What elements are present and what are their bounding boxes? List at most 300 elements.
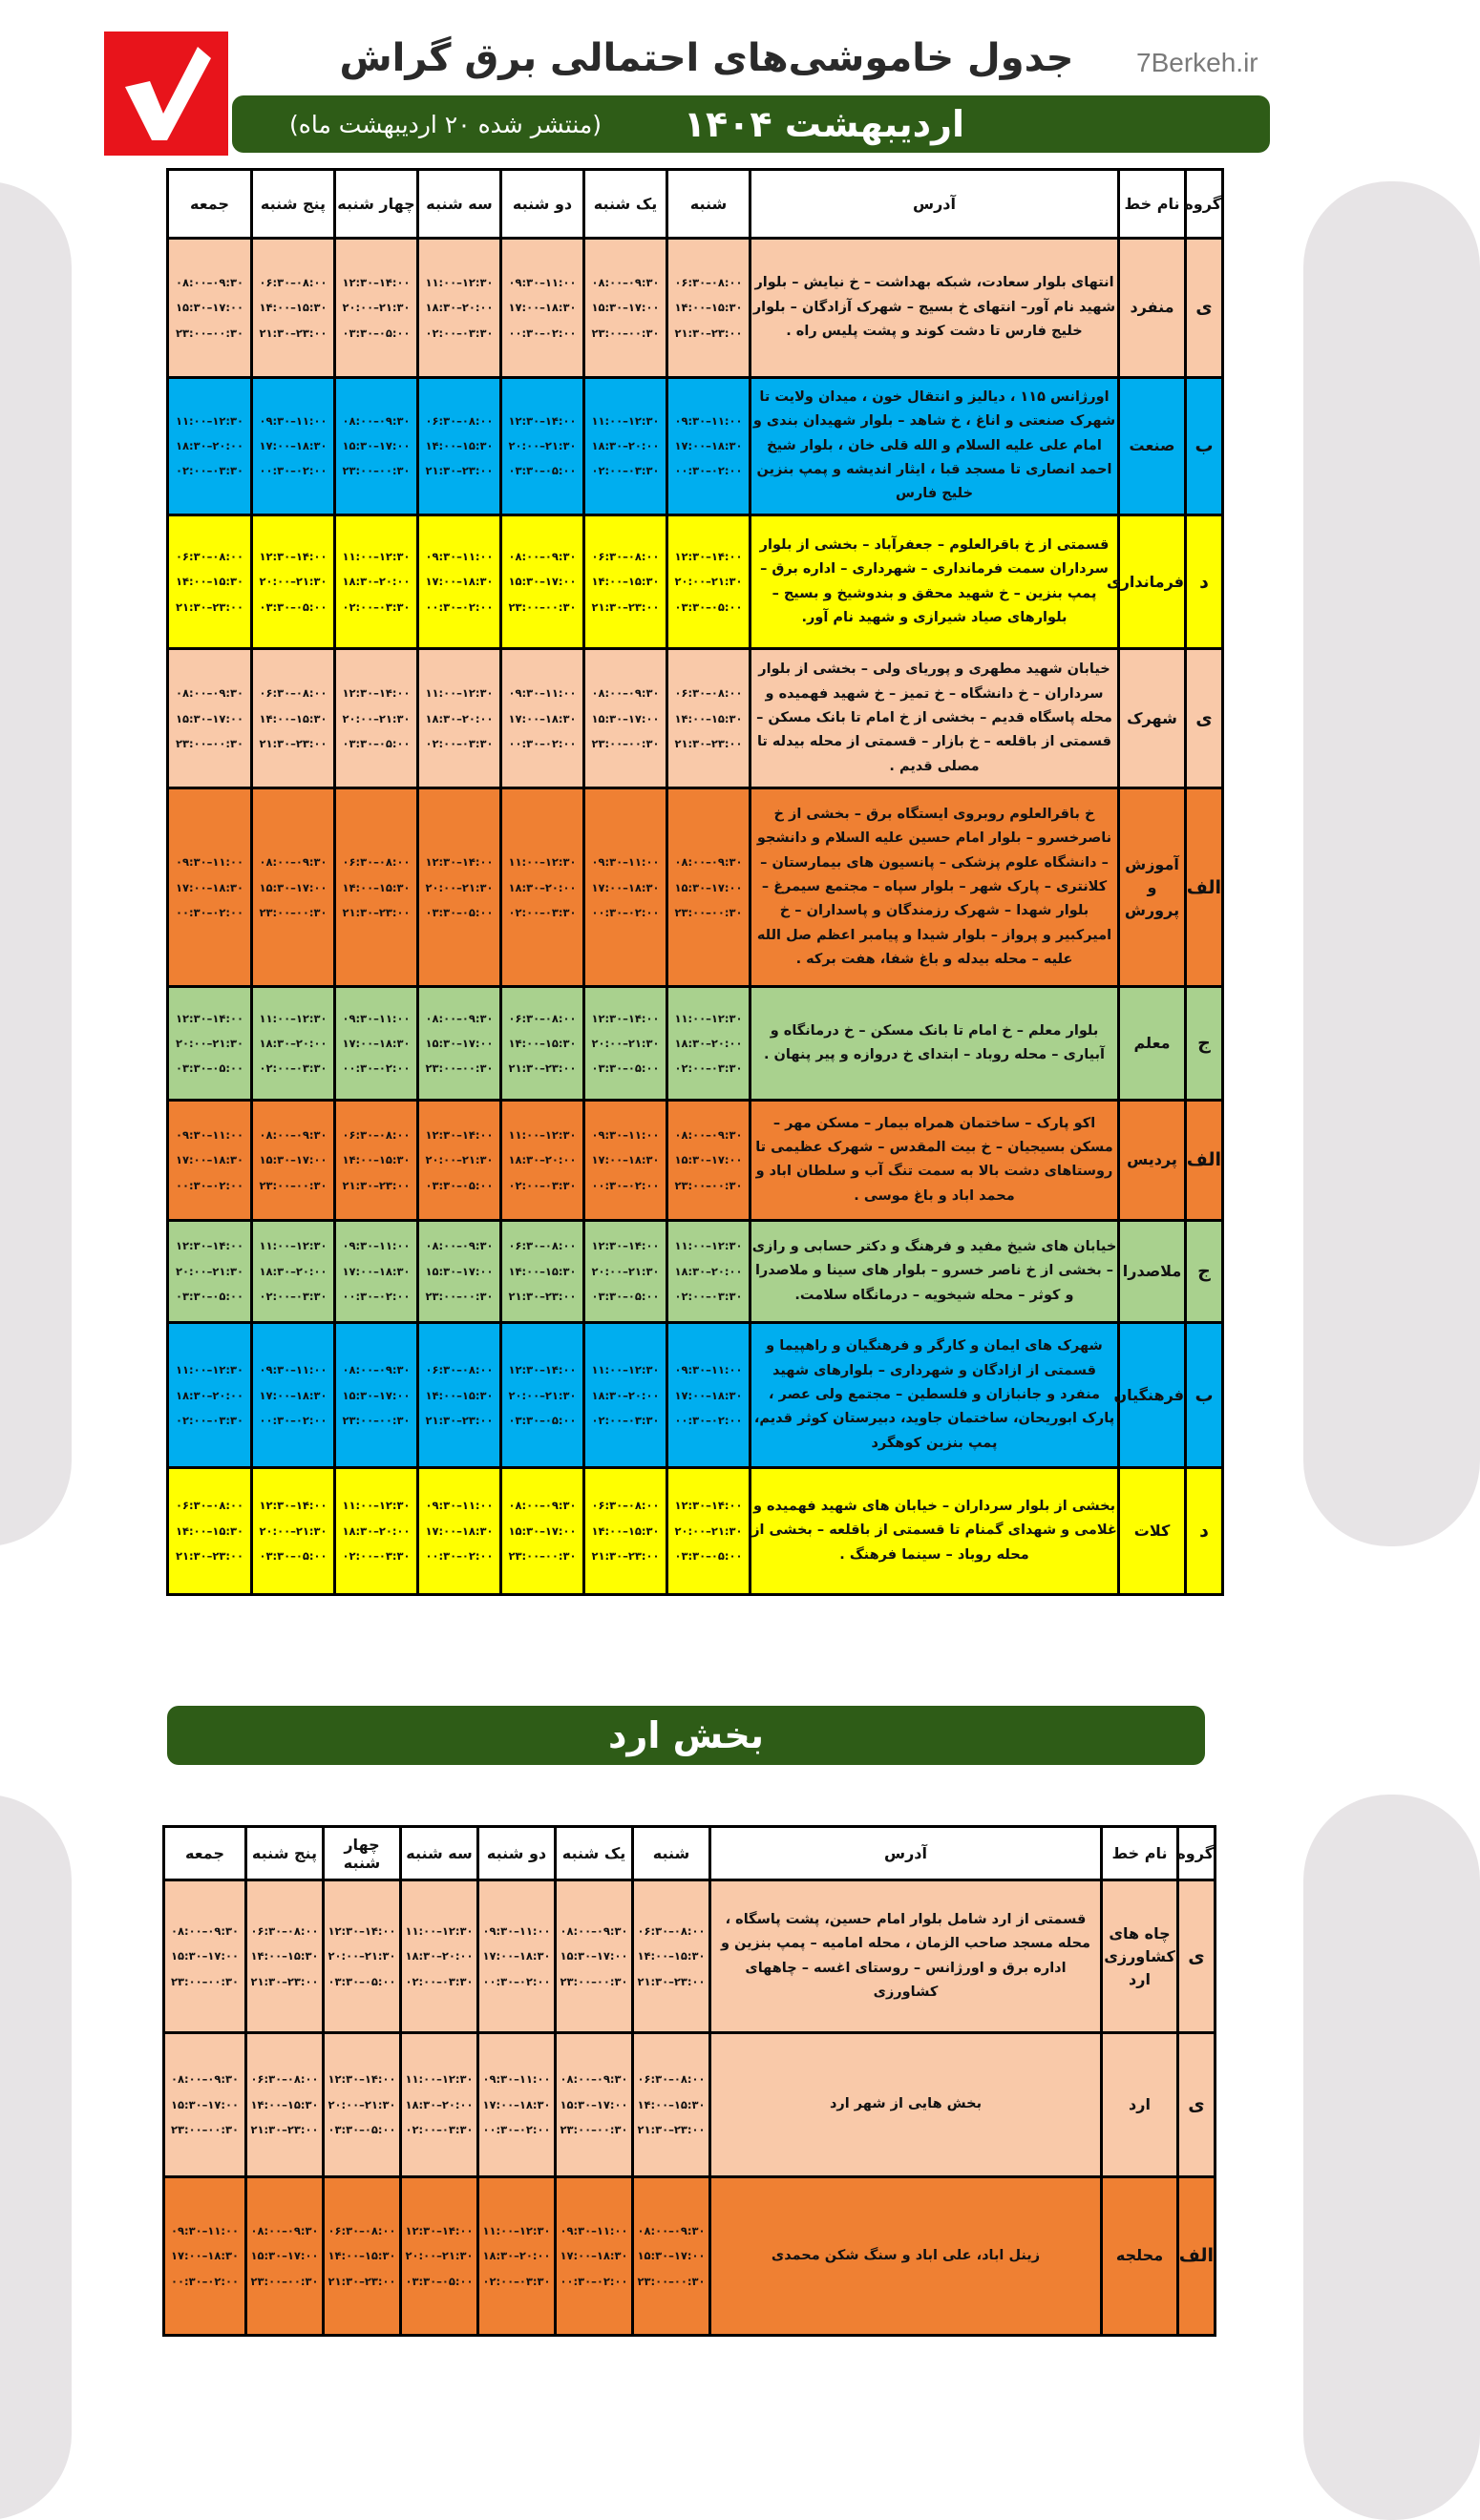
time-range: ۲۳:۰۰–۰۰:۳۰ [342, 464, 411, 478]
time-slot-cell [335, 514, 418, 649]
time-slot-cell [584, 1101, 667, 1221]
time-range: ۱۸:۳۰–۲۰:۰۰ [425, 301, 494, 315]
line-name-cell: چاه های کشاورزی ارد [1102, 1880, 1178, 2033]
time-range: ۱۱:۰۰–۱۲:۳۰ [259, 1011, 328, 1025]
time-slot-cell [584, 649, 667, 788]
time-range: ۲۳:۰۰–۰۰:۳۰ [250, 2274, 319, 2288]
table-row [168, 1101, 1223, 1221]
time-range: ۲۱:۳۰–۲۳:۰۰ [175, 1549, 244, 1564]
time-range: ۰۰:۳۰–۰۲:۰۰ [482, 2123, 551, 2137]
time-range: ۰۰:۳۰–۰۲:۰۰ [342, 1061, 411, 1076]
time-slot-cell [168, 239, 252, 378]
time-range: ۰۳:۳۰–۰۵:۰۰ [591, 1290, 660, 1304]
time-range: ۲۳:۰۰–۰۰:۳۰ [170, 1974, 240, 1988]
time-slot-cell [584, 377, 667, 514]
time-range: ۱۸:۳۰–۲۰:۰۰ [342, 575, 411, 589]
time-range: ۱۴:۰۰–۱۵:۳۰ [425, 1388, 494, 1402]
time-range: ۱۲:۳۰–۱۴:۰۰ [175, 1239, 244, 1253]
time-range: ۱۲:۳۰–۱۴:۰۰ [425, 855, 494, 870]
time-range: ۱۵:۳۰–۱۷:۰۰ [250, 2249, 319, 2263]
time-range: ۰۸:۰۰–۰۹:۳۰ [560, 1924, 628, 1938]
time-range: ۰۹:۳۰–۱۱:۰۰ [508, 686, 577, 701]
time-slot-cell [584, 1220, 667, 1323]
time-range: ۰۰:۳۰–۰۲:۰۰ [508, 326, 577, 340]
time-range: ۰۹:۳۰–۱۱:۰۰ [674, 413, 743, 428]
decor-shape [0, 1795, 72, 2520]
time-range: ۲۱:۳۰–۲۳:۰۰ [342, 1178, 411, 1192]
time-range: ۱۴:۰۰–۱۵:۳۰ [342, 880, 411, 894]
time-range: ۰۶:۳۰–۰۸:۰۰ [425, 1363, 494, 1377]
time-slot-cell [501, 1468, 584, 1595]
time-range: ۰۰:۳۰–۰۲:۰۰ [560, 2274, 628, 2288]
time-slot-cell [501, 1323, 584, 1468]
time-range: ۰۸:۰۰–۰۹:۳۰ [170, 1924, 240, 1938]
time-slot-cell [501, 377, 584, 514]
table-row [168, 788, 1223, 987]
time-range: ۱۱:۰۰–۱۲:۳۰ [482, 2223, 551, 2237]
time-range: ۱۸:۳۰–۲۰:۰۰ [405, 1949, 474, 1964]
time-slot-cell [168, 514, 252, 649]
time-range: ۰۶:۳۰–۰۸:۰۰ [250, 1924, 319, 1938]
table-row [164, 2176, 1216, 2335]
time-range: ۰۰:۳۰–۰۲:۰۰ [674, 1413, 743, 1427]
time-range: ۱۱:۰۰–۱۲:۳۰ [175, 413, 244, 428]
time-range: ۰۹:۳۰–۱۱:۰۰ [674, 1363, 743, 1377]
time-range: ۰۳:۳۰–۰۵:۰۰ [674, 599, 743, 614]
time-range: ۰۶:۳۰–۰۸:۰۰ [342, 855, 411, 870]
time-range: ۰۳:۳۰–۰۵:۰۰ [591, 1061, 660, 1076]
time-slot-cell [335, 649, 418, 788]
address-cell: خیابان شهید مطهری و پوریای ولی – بخشی از بلوار سرداران – خ دانشگاه – خ تمیز – خ شهید فهمیده و محله پاسگاه قدیم – بخشی از خ امام تا بانک مسکن – قسمتی از باقلعه – خ بازار – قسمتی از محله بیدله تا مصلی قدیم . [751, 649, 1119, 788]
time-slot-cell [335, 1468, 418, 1595]
time-range: ۰۸:۰۰–۰۹:۳۰ [591, 275, 660, 289]
time-range: ۰۲:۰۰–۰۳:۳۰ [175, 464, 244, 478]
time-range: ۲۱:۳۰–۲۳:۰۰ [591, 1549, 660, 1564]
col-header-day: شنبه [633, 1827, 710, 1880]
time-range: ۰۸:۰۰–۰۹:۳۰ [637, 2223, 706, 2237]
time-range: ۱۱:۰۰–۱۲:۳۰ [425, 686, 494, 701]
time-range: ۲۱:۳۰–۲۳:۰۰ [674, 326, 743, 340]
time-range: ۰۳:۳۰–۰۵:۰۰ [674, 1549, 743, 1564]
time-range: ۱۸:۳۰–۲۰:۰۰ [674, 1036, 743, 1050]
time-slot-cell [584, 514, 667, 649]
time-range: ۱۲:۳۰–۱۴:۰۰ [405, 2223, 474, 2237]
col-header-day: دو شنبه [501, 170, 584, 239]
time-range: ۱۷:۰۰–۱۸:۳۰ [170, 2249, 240, 2263]
time-range: ۲۱:۳۰–۲۳:۰۰ [328, 2274, 396, 2288]
time-range: ۰۳:۳۰–۰۵:۰۰ [425, 906, 494, 919]
col-header-day: پنج شنبه [252, 170, 335, 239]
time-range: ۱۲:۳۰–۱۴:۰۰ [342, 686, 411, 701]
time-slot-cell [478, 1880, 556, 2033]
time-slot-cell [667, 987, 751, 1101]
time-range: ۲۰:۰۰–۲۱:۳۰ [425, 880, 494, 894]
time-range: ۰۲:۰۰–۰۳:۳۰ [425, 326, 494, 340]
address-cell: شهرک های ایمان و کارگر و فرهنگیان و راهپیما و قسمتی از ازادگان و شهرداری – بلوارهای شهید منفرد و جانبازان و فلسطین – مجتمع ولی عصر ، پارک ابوریحان، ساختمان جاوید، دبیرستان کوثر قدیم، پمپ بنزین کوهگرد [751, 1323, 1119, 1468]
time-range: ۱۸:۳۰–۲۰:۰۰ [175, 438, 244, 452]
line-name-cell: فرهنگیان [1119, 1323, 1186, 1468]
time-range: ۰۳:۳۰–۰۵:۰۰ [342, 737, 411, 751]
address-cell: زینل اباد، علی اباد و سنگ شکن محمدی [710, 2176, 1102, 2335]
table-row [168, 377, 1223, 514]
time-range: ۰۰:۳۰–۰۲:۰۰ [674, 464, 743, 478]
time-slot-cell [164, 2176, 246, 2335]
time-range: ۰۶:۳۰–۰۸:۰۰ [175, 549, 244, 563]
time-slot-cell [168, 788, 252, 987]
time-slot-cell [335, 1323, 418, 1468]
time-slot-cell [252, 649, 335, 788]
time-slot-cell [335, 1101, 418, 1221]
time-slot-cell [633, 1880, 710, 2033]
time-slot-cell [667, 788, 751, 987]
time-range: ۱۷:۰۰–۱۸:۳۰ [425, 1523, 494, 1538]
time-range: ۰۳:۳۰–۰۵:۰۰ [175, 1290, 244, 1304]
time-range: ۱۸:۳۰–۲۰:۰۰ [259, 1264, 328, 1278]
time-range: ۲۳:۰۰–۰۰:۳۰ [674, 1178, 743, 1192]
time-range: ۲۳:۰۰–۰۰:۳۰ [508, 599, 577, 614]
time-range: ۰۶:۳۰–۰۸:۰۰ [425, 413, 494, 428]
time-slot-cell [478, 2033, 556, 2176]
time-slot-cell [667, 1101, 751, 1221]
time-range: ۲۱:۳۰–۲۳:۰۰ [674, 737, 743, 751]
time-range: ۰۲:۰۰–۰۳:۳۰ [674, 1061, 743, 1076]
time-range: ۰۲:۰۰–۰۳:۳۰ [482, 2274, 551, 2288]
schedule-table-gerash [166, 168, 1224, 1596]
time-range: ۱۱:۰۰–۱۲:۳۰ [175, 1363, 244, 1377]
time-range: ۰۹:۳۰–۱۱:۰۰ [425, 1499, 494, 1513]
time-range: ۰۹:۳۰–۱۱:۰۰ [170, 2223, 240, 2237]
time-slot-cell [252, 514, 335, 649]
time-range: ۰۹:۳۰–۱۱:۰۰ [175, 1127, 244, 1142]
time-slot-cell [584, 987, 667, 1101]
time-range: ۲۳:۰۰–۰۰:۳۰ [560, 1974, 628, 1988]
group-cell: ب [1186, 377, 1223, 514]
section-banner [167, 1706, 1205, 1765]
time-range: ۰۸:۰۰–۰۹:۳۰ [175, 275, 244, 289]
time-slot-cell [501, 239, 584, 378]
line-name-cell: آموزش و پرورش [1119, 788, 1186, 987]
time-range: ۱۵:۳۰–۱۷:۰۰ [508, 575, 577, 589]
address-cell: قسمتی از ارد شامل بلوار امام حسین، پشت پاسگاه ، محله مسجد صاحب الزمان ، محله امامیه – پمپ بنزین و اداره برق و اورژانس – روستای اغسه – چاههای کشاورزی [710, 1880, 1102, 2033]
time-slot-cell [246, 2176, 324, 2335]
time-range: ۲۱:۳۰–۲۳:۰۰ [259, 737, 328, 751]
time-range: ۰۶:۳۰–۰۸:۰۰ [508, 1011, 577, 1025]
time-range: ۲۱:۳۰–۲۳:۰۰ [508, 1290, 577, 1304]
time-slot-cell [501, 788, 584, 987]
time-range: ۰۳:۳۰–۰۵:۰۰ [259, 1549, 328, 1564]
time-range: ۱۸:۳۰–۲۰:۰۰ [175, 1388, 244, 1402]
time-range: ۰۶:۳۰–۰۸:۰۰ [508, 1239, 577, 1253]
time-range: ۱۵:۳۰–۱۷:۰۰ [170, 2097, 240, 2111]
time-range: ۱۸:۳۰–۲۰:۰۰ [342, 1523, 411, 1538]
table-header-row [164, 1827, 1216, 1880]
time-range: ۰۸:۰۰–۰۹:۳۰ [508, 549, 577, 563]
published-note: (منتشر شده ۲۰ اردیبهشت ماه) [289, 110, 603, 138]
time-slot-cell [164, 2033, 246, 2176]
time-range: ۰۳:۳۰–۰۵:۰۰ [342, 326, 411, 340]
time-slot-cell [246, 1880, 324, 2033]
time-range: ۱۷:۰۰–۱۸:۳۰ [591, 1153, 660, 1167]
time-range: ۰۶:۳۰–۰۸:۰۰ [591, 549, 660, 563]
time-range: ۲۰:۰۰–۲۱:۳۰ [259, 575, 328, 589]
time-range: ۰۰:۳۰–۰۲:۰۰ [425, 1549, 494, 1564]
time-range: ۱۲:۳۰–۱۴:۰۰ [175, 1011, 244, 1025]
time-range: ۱۵:۳۰–۱۷:۰۰ [674, 880, 743, 894]
time-slot-cell [164, 1880, 246, 2033]
time-range: ۱۴:۰۰–۱۵:۳۰ [175, 1523, 244, 1538]
time-range: ۱۵:۳۰–۱۷:۰۰ [259, 880, 328, 894]
address-cell: بلوار معلم – خ امام تا بانک مسکن – خ درمانگاه و آبیاری – محله روباد – ابتدای خ دروازه و پیر پنهان . [751, 987, 1119, 1101]
time-range: ۰۸:۰۰–۰۹:۳۰ [170, 2072, 240, 2087]
time-range: ۲۰:۰۰–۲۱:۳۰ [508, 1388, 577, 1402]
group-cell: ی [1186, 239, 1223, 378]
time-range: ۲۰:۰۰–۲۱:۳۰ [342, 711, 411, 725]
decor-shape [1303, 1795, 1480, 2520]
time-slot-cell [556, 2176, 633, 2335]
time-range: ۱۷:۰۰–۱۸:۳۰ [175, 1153, 244, 1167]
time-range: ۲۱:۳۰–۲۳:۰۰ [637, 2123, 706, 2137]
time-range: ۱۱:۰۰–۱۲:۳۰ [674, 1011, 743, 1025]
time-range: ۱۵:۳۰–۱۷:۰۰ [170, 1949, 240, 1964]
time-slot-cell [252, 1323, 335, 1468]
time-slot-cell [501, 1220, 584, 1323]
time-range: ۱۵:۳۰–۱۷:۰۰ [674, 1153, 743, 1167]
time-slot-cell [501, 514, 584, 649]
time-range: ۰۳:۳۰–۰۵:۰۰ [175, 1061, 244, 1076]
time-range: ۰۲:۰۰–۰۳:۳۰ [405, 2123, 474, 2137]
time-range: ۱۵:۳۰–۱۷:۰۰ [591, 711, 660, 725]
time-range: ۱۱:۰۰–۱۲:۳۰ [405, 1924, 474, 1938]
time-range: ۱۷:۰۰–۱۸:۳۰ [342, 1264, 411, 1278]
time-range: ۰۹:۳۰–۱۱:۰۰ [591, 1127, 660, 1142]
time-range: ۰۹:۳۰–۱۱:۰۰ [425, 549, 494, 563]
time-range: ۱۸:۳۰–۲۰:۰۰ [508, 1153, 577, 1167]
line-name-cell: محلجه [1102, 2176, 1178, 2335]
time-range: ۱۲:۳۰–۱۴:۰۰ [674, 1499, 743, 1513]
time-range: ۱۵:۳۰–۱۷:۰۰ [637, 2249, 706, 2263]
time-range: ۱۴:۰۰–۱۵:۳۰ [259, 711, 328, 725]
time-range: ۱۵:۳۰–۱۷:۰۰ [342, 1388, 411, 1402]
time-range: ۰۳:۳۰–۰۵:۰۰ [425, 1178, 494, 1192]
time-range: ۲۱:۳۰–۲۳:۰۰ [250, 2123, 319, 2137]
group-cell: الف [1178, 2176, 1216, 2335]
time-range: ۱۷:۰۰–۱۸:۳۰ [674, 438, 743, 452]
time-range: ۱۷:۰۰–۱۸:۳۰ [259, 1388, 328, 1402]
time-range: ۱۵:۳۰–۱۷:۰۰ [425, 1264, 494, 1278]
time-range: ۰۸:۰۰–۰۹:۳۰ [342, 1363, 411, 1377]
col-header-group: گروه [1186, 170, 1223, 239]
time-range: ۱۴:۰۰–۱۵:۳۰ [591, 1523, 660, 1538]
time-range: ۱۴:۰۰–۱۵:۳۰ [425, 438, 494, 452]
time-range: ۱۲:۳۰–۱۴:۰۰ [342, 275, 411, 289]
time-range: ۰۸:۰۰–۰۹:۳۰ [508, 1499, 577, 1513]
time-range: ۰۶:۳۰–۰۸:۰۰ [674, 686, 743, 701]
time-range: ۰۸:۰۰–۰۹:۳۰ [259, 855, 328, 870]
line-name-cell: منفرد [1119, 239, 1186, 378]
time-range: ۱۴:۰۰–۱۵:۳۰ [637, 2097, 706, 2111]
time-range: ۱۱:۰۰–۱۲:۳۰ [405, 2072, 474, 2087]
time-range: ۲۱:۳۰–۲۳:۰۰ [591, 599, 660, 614]
time-range: ۰۰:۳۰–۰۲:۰۰ [175, 1178, 244, 1192]
line-name-cell: فرمانداری [1119, 514, 1186, 649]
time-slot-cell [633, 2033, 710, 2176]
time-range: ۱۵:۳۰–۱۷:۰۰ [342, 438, 411, 452]
time-range: ۲۰:۰۰–۲۱:۳۰ [175, 1264, 244, 1278]
time-range: ۲۰:۰۰–۲۱:۳۰ [674, 575, 743, 589]
time-slot-cell [584, 1468, 667, 1595]
time-range: ۲۳:۰۰–۰۰:۳۰ [637, 2274, 706, 2288]
time-range: ۱۱:۰۰–۱۲:۳۰ [259, 1239, 328, 1253]
time-range: ۱۵:۳۰–۱۷:۰۰ [175, 301, 244, 315]
table-row [164, 2033, 1216, 2176]
time-range: ۲۱:۳۰–۲۳:۰۰ [425, 464, 494, 478]
group-cell: د [1186, 514, 1223, 649]
time-slot-cell [168, 1323, 252, 1468]
time-range: ۱۵:۳۰–۱۷:۰۰ [425, 1036, 494, 1050]
time-range: ۰۹:۳۰–۱۱:۰۰ [482, 1924, 551, 1938]
time-range: ۱۱:۰۰–۱۲:۳۰ [508, 855, 577, 870]
time-range: ۱۵:۳۰–۱۷:۰۰ [508, 1523, 577, 1538]
time-range: ۰۲:۰۰–۰۳:۳۰ [405, 1974, 474, 1988]
table-row [168, 1323, 1223, 1468]
time-range: ۱۱:۰۰–۱۲:۳۰ [342, 1499, 411, 1513]
time-slot-cell [335, 788, 418, 987]
time-range: ۰۸:۰۰–۰۹:۳۰ [560, 2072, 628, 2087]
time-slot-cell [324, 2176, 401, 2335]
time-slot-cell [418, 987, 501, 1101]
time-range: ۱۷:۰۰–۱۸:۳۰ [508, 301, 577, 315]
time-range: ۲۳:۰۰–۰۰:۳۰ [674, 906, 743, 919]
time-range: ۲۳:۰۰–۰۰:۳۰ [175, 737, 244, 751]
time-range: ۲۳:۰۰–۰۰:۳۰ [170, 2123, 240, 2137]
col-header-day: جمعه [164, 1827, 246, 1880]
time-range: ۱۲:۳۰–۱۴:۰۰ [425, 1127, 494, 1142]
col-header-day: چهار شنبه [335, 170, 418, 239]
time-range: ۰۰:۳۰–۰۲:۰۰ [259, 1413, 328, 1427]
time-slot-cell [418, 377, 501, 514]
time-range: ۱۴:۰۰–۱۵:۳۰ [508, 1036, 577, 1050]
time-range: ۰۳:۳۰–۰۵:۰۰ [328, 2123, 396, 2137]
line-name-cell: شهرک [1119, 649, 1186, 788]
time-range: ۲۳:۰۰–۰۰:۳۰ [259, 1178, 328, 1192]
time-range: ۰۶:۳۰–۰۸:۰۰ [674, 275, 743, 289]
time-range: ۲۱:۳۰–۲۳:۰۰ [342, 906, 411, 919]
site-url[interactable]: 7Berkeh.ir [1136, 48, 1258, 77]
time-range: ۱۱:۰۰–۱۲:۳۰ [342, 549, 411, 563]
time-slot-cell [667, 514, 751, 649]
time-range: ۲۰:۰۰–۲۱:۳۰ [328, 1949, 396, 1964]
time-range: ۰۲:۰۰–۰۳:۳۰ [591, 464, 660, 478]
time-slot-cell [252, 1220, 335, 1323]
time-range: ۱۴:۰۰–۱۵:۳۰ [250, 2097, 319, 2111]
time-range: ۱۲:۳۰–۱۴:۰۰ [508, 1363, 577, 1377]
col-header-line: نام خط [1102, 1827, 1178, 1880]
time-range: ۲۱:۳۰–۲۳:۰۰ [637, 1974, 706, 1988]
time-range: ۱۵:۳۰–۱۷:۰۰ [591, 301, 660, 315]
table-header-row [168, 170, 1223, 239]
time-slot-cell [418, 1323, 501, 1468]
time-range: ۰۹:۳۰–۱۱:۰۰ [482, 2072, 551, 2087]
time-range: ۱۵:۳۰–۱۷:۰۰ [560, 2097, 628, 2111]
group-cell: الف [1186, 1101, 1223, 1221]
time-range: ۱۷:۰۰–۱۸:۳۰ [482, 2097, 551, 2111]
time-range: ۰۳:۳۰–۰۵:۰۰ [405, 2274, 474, 2288]
col-header-day: جمعه [168, 170, 252, 239]
time-range: ۲۱:۳۰–۲۳:۰۰ [508, 1061, 577, 1076]
time-range: ۱۴:۰۰–۱۵:۳۰ [250, 1949, 319, 1964]
time-range: ۰۲:۰۰–۰۳:۳۰ [342, 1549, 411, 1564]
col-header-line: نام خط [1119, 170, 1186, 239]
time-slot-cell [667, 239, 751, 378]
time-range: ۰۸:۰۰–۰۹:۳۰ [674, 855, 743, 870]
time-range: ۰۰:۳۰–۰۲:۰۰ [482, 1974, 551, 1988]
time-range: ۲۰:۰۰–۲۱:۳۰ [425, 1153, 494, 1167]
line-name-cell: کلات [1119, 1468, 1186, 1595]
time-range: ۰۲:۰۰–۰۳:۳۰ [591, 1413, 660, 1427]
time-range: ۲۳:۰۰–۰۰:۳۰ [259, 906, 328, 919]
line-name-cell: ارد [1102, 2033, 1178, 2176]
time-range: ۰۳:۳۰–۰۵:۰۰ [508, 464, 577, 478]
time-range: ۱۱:۰۰–۱۲:۳۰ [591, 413, 660, 428]
time-slot-cell [168, 1220, 252, 1323]
time-range: ۱۲:۳۰–۱۴:۰۰ [259, 1499, 328, 1513]
time-range: ۲۳:۰۰–۰۰:۳۰ [508, 1549, 577, 1564]
time-range: ۰۸:۰۰–۰۹:۳۰ [591, 686, 660, 701]
time-range: ۲۳:۰۰–۰۰:۳۰ [425, 1290, 494, 1304]
group-cell: ی [1178, 1880, 1216, 2033]
time-range: ۰۸:۰۰–۰۹:۳۰ [425, 1011, 494, 1025]
time-range: ۰۰:۳۰–۰۲:۰۰ [259, 464, 328, 478]
col-header-day: سه شنبه [401, 1827, 478, 1880]
time-range: ۰۸:۰۰–۰۹:۳۰ [250, 2223, 319, 2237]
brand-logo-icon [104, 32, 228, 156]
time-range: ۱۷:۰۰–۱۸:۳۰ [508, 711, 577, 725]
time-slot-cell [418, 649, 501, 788]
time-range: ۱۱:۰۰–۱۲:۳۰ [674, 1239, 743, 1253]
group-cell: ی [1186, 649, 1223, 788]
time-range: ۱۴:۰۰–۱۵:۳۰ [328, 2249, 396, 2263]
time-slot-cell [252, 239, 335, 378]
address-cell: خ باقرالعلوم روبروی ایستگاه برق – بخشی از خ ناصرخسرو – بلوار امام حسین علیه السلام و دانشجو – دانشگاه علوم پزشکی – پانسیون های بیمارستان – کلانتری – پارک شهر – بلوار سپاه – مجتمع سیمرغ – بلوار شهدا – شهرک رزمندگان و پاسداران – خ امیرکبیر و پرواز – بلوار شیدا و پیامبر اعظم صل الله علیه – محله بیدله و باغ شفا، هفت برکه . [751, 788, 1119, 987]
time-range: ۰۲:۰۰–۰۳:۳۰ [175, 1413, 244, 1427]
address-cell: قسمتی از خ باقرالعلوم – جعفرآباد – بخشی از بلوار سرداران سمت فرمانداری – شهرداری – اداره برق – پمپ بنزین – خ شهید محقق و بندوشیخ و بسیج – بلوارهای صیاد شیرازی و شهید نام آور. [751, 514, 1119, 649]
time-slot-cell [252, 987, 335, 1101]
time-slot-cell [335, 377, 418, 514]
time-range: ۲۱:۳۰–۲۳:۰۰ [425, 1413, 494, 1427]
time-slot-cell [501, 987, 584, 1101]
time-slot-cell [418, 1101, 501, 1221]
time-range: ۰۰:۳۰–۰۲:۰۰ [591, 1178, 660, 1192]
time-slot-cell [478, 2176, 556, 2335]
time-slot-cell [252, 377, 335, 514]
time-range: ۰۰:۳۰–۰۲:۰۰ [342, 1290, 411, 1304]
time-range: ۲۰:۰۰–۲۱:۳۰ [405, 2249, 474, 2263]
time-range: ۲۱:۳۰–۲۳:۰۰ [175, 599, 244, 614]
time-range: ۰۹:۳۰–۱۱:۰۰ [508, 275, 577, 289]
time-range: ۲۰:۰۰–۲۱:۳۰ [342, 301, 411, 315]
time-range: ۲۰:۰۰–۲۱:۳۰ [175, 1036, 244, 1050]
col-header-address: آدرس [751, 170, 1119, 239]
time-slot-cell [418, 239, 501, 378]
time-slot-cell [335, 987, 418, 1101]
time-range: ۱۷:۰۰–۱۸:۳۰ [591, 880, 660, 894]
address-cell: انتهای بلوار سعادت، شبکه بهداشت – خ نیایش – بلوار شهید نام آور– انتهای خ بسیج – شهرک آزادگان – بلوار خلیج فارس تا دشت کوند و پشت پلیس راه . [751, 239, 1119, 378]
time-range: ۱۲:۳۰–۱۴:۰۰ [328, 1924, 396, 1938]
time-range: ۱۴:۰۰–۱۵:۳۰ [508, 1264, 577, 1278]
time-range: ۱۸:۳۰–۲۰:۰۰ [508, 880, 577, 894]
time-range: ۲۰:۰۰–۲۱:۳۰ [259, 1523, 328, 1538]
time-range: ۰۰:۳۰–۰۲:۰۰ [170, 2274, 240, 2288]
